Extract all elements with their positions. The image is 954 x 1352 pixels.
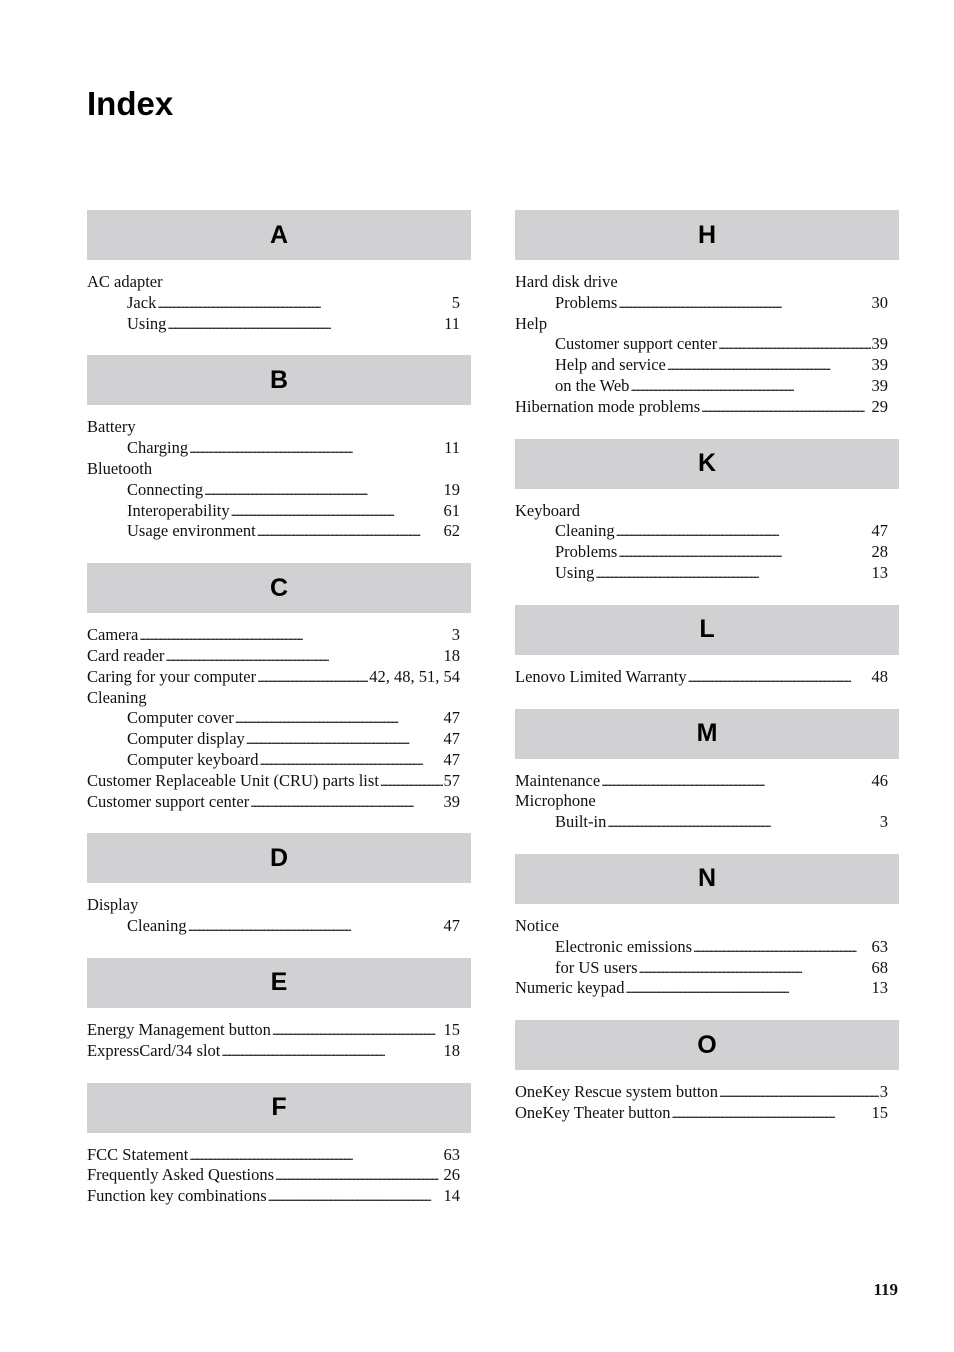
index-subentry [87, 916, 460, 937]
page-title: Index [87, 85, 174, 122]
entry-label: OneKey Rescue system button [515, 1082, 719, 1102]
dot-leader [688, 667, 871, 689]
dot-leader [671, 1103, 870, 1125]
entry-label: Caring for your computer [87, 666, 257, 686]
dot-leader [701, 397, 870, 419]
index-entry [515, 916, 888, 937]
index-entry [515, 314, 888, 335]
entry-page-ref: 57 [443, 770, 460, 790]
entry-label: Interoperability [127, 500, 230, 520]
dot-leader [693, 937, 870, 959]
dot-leader [165, 646, 442, 668]
index-entry [87, 667, 460, 688]
entry-label: Usage environment [127, 521, 256, 541]
index-entry [515, 771, 888, 792]
entry-page-ref: 47 [443, 708, 460, 728]
entry-label: Charging [127, 438, 189, 458]
index-entry-list [515, 1070, 899, 1145]
entry-page-ref: 29 [871, 396, 888, 416]
index-entry-list [87, 1133, 471, 1228]
entry-page-ref: 47 [871, 521, 888, 541]
dot-leader [257, 667, 368, 689]
entry-page-ref: 18 [443, 1040, 460, 1060]
entry-label: Maintenance [515, 770, 601, 790]
entry-label: Card reader [87, 645, 165, 665]
entry-page-ref: 28 [871, 542, 888, 562]
index-entry-list [515, 759, 899, 854]
dot-leader [272, 1020, 443, 1042]
entry-label: OneKey Theater button [515, 1102, 671, 1122]
index-subentry [87, 708, 460, 729]
index-column-left [87, 210, 471, 1228]
index-section-k [515, 439, 899, 605]
index-entry [87, 646, 460, 667]
index-section-h [515, 210, 899, 439]
index-entry-list [515, 904, 899, 1020]
section-letter-heading: M [515, 709, 899, 759]
entry-label: Using [555, 562, 595, 582]
entry-label: Hard disk drive [515, 272, 618, 291]
entry-page-ref: 5 [451, 292, 460, 312]
index-section-e [87, 958, 471, 1083]
index-entry-list [87, 1008, 471, 1083]
index-subentry [515, 293, 888, 314]
index-entry-list [87, 260, 471, 355]
index-subentry [87, 314, 460, 335]
entry-label: Problems [555, 542, 618, 562]
entry-page-ref: 15 [443, 1019, 460, 1039]
entry-label: ExpressCard/34 slot [87, 1040, 221, 1060]
entry-label: Function key combinations [87, 1186, 267, 1206]
entry-label: Connecting [127, 479, 204, 499]
section-letter-heading: A [87, 210, 471, 260]
index-subentry [515, 376, 888, 397]
entry-label: Customer Replaceable Unit (CRU) parts list [87, 770, 379, 790]
section-letter-heading: B [87, 355, 471, 405]
dot-leader [607, 812, 878, 834]
entry-page-ref: 48 [871, 666, 888, 686]
index-subentry [515, 937, 888, 958]
index-subentry [515, 812, 888, 833]
index-entry [515, 1082, 888, 1103]
index-entry [87, 1145, 460, 1166]
entry-page-ref: 62 [443, 521, 460, 541]
index-section-f [87, 1083, 471, 1228]
entry-label: Computer display [127, 729, 245, 749]
entry-label: Microphone [515, 791, 596, 811]
entry-label: Notice [515, 915, 559, 935]
entry-label: Built-in [555, 812, 607, 832]
entry-page-ref: 26 [443, 1165, 460, 1185]
index-entry-list [515, 655, 899, 709]
entry-page-ref: 13 [871, 562, 888, 582]
dot-leader [616, 521, 871, 543]
entry-page-ref: 15 [871, 1102, 888, 1122]
entry-label: Help [515, 313, 548, 333]
entry-page-ref: 42, 48, 51, 54 [369, 666, 460, 686]
entry-label: for US users [555, 957, 638, 977]
index-entry [87, 771, 460, 792]
index-subentry [87, 729, 460, 750]
index-section-m [515, 709, 899, 854]
entry-label: FCC Statement [87, 1144, 189, 1164]
entry-label: Customer support center [87, 791, 250, 811]
entry-label: Display [87, 895, 139, 915]
dot-leader [157, 293, 450, 315]
entry-page-ref: 39 [871, 334, 888, 354]
index-entry [87, 1165, 460, 1186]
dot-leader [630, 376, 870, 398]
index-entry-list [515, 260, 899, 439]
dot-leader [188, 916, 443, 938]
entry-page-ref: 3 [879, 1082, 888, 1102]
index-entry [515, 1103, 888, 1124]
dot-leader [268, 1186, 443, 1208]
index-entry-list [87, 613, 471, 833]
index-entry [515, 501, 888, 522]
dot-leader [246, 729, 443, 751]
index-entry [87, 792, 460, 813]
section-letter-heading: F [87, 1083, 471, 1133]
dot-leader [618, 542, 870, 564]
index-subentry [515, 521, 888, 542]
dot-leader [719, 1082, 879, 1104]
dot-leader [626, 978, 871, 1000]
index-entry [87, 459, 460, 480]
entry-label: Cleaning [127, 916, 187, 936]
entry-page-ref: 47 [443, 916, 460, 936]
dot-leader [189, 1145, 442, 1167]
index-entry [515, 272, 888, 293]
entry-label: Jack [127, 292, 157, 312]
dot-leader [235, 708, 443, 730]
index-entry [515, 791, 888, 812]
entry-page-ref: 19 [443, 479, 460, 499]
index-entry-list [515, 489, 899, 605]
entry-page-ref: 63 [443, 1144, 460, 1164]
entry-label: Computer keyboard [127, 749, 259, 769]
entry-page-ref: 47 [443, 729, 460, 749]
index-subentry [515, 958, 888, 979]
entry-label: Energy Management button [87, 1019, 271, 1039]
entry-page-ref: 14 [443, 1186, 460, 1206]
index-subentry [515, 542, 888, 563]
index-entry [87, 272, 460, 293]
index-entry [87, 625, 460, 646]
dot-leader [139, 625, 450, 647]
entry-label: Hibernation mode problems [515, 396, 701, 416]
dot-leader [231, 501, 443, 523]
section-letter-heading: O [515, 1020, 899, 1070]
dot-leader [639, 958, 871, 980]
dot-leader [260, 750, 443, 772]
dot-leader [221, 1041, 442, 1063]
entry-page-ref: 39 [443, 791, 460, 811]
index-subentry [87, 293, 460, 314]
entry-page-ref: 3 [879, 812, 888, 832]
page-number: 119 [873, 1280, 898, 1299]
index-subentry [515, 355, 888, 376]
dot-leader [667, 355, 871, 377]
entry-label: Keyboard [515, 500, 581, 520]
index-subentry [87, 480, 460, 501]
index-entry-list [87, 883, 471, 958]
entry-label: Cleaning [87, 687, 147, 707]
entry-page-ref: 3 [451, 625, 460, 645]
entry-label: AC adapter [87, 272, 163, 291]
index-entry [515, 667, 888, 688]
entry-label: Numeric keypad [515, 978, 625, 998]
index-entry [515, 978, 888, 999]
section-letter-heading: C [87, 563, 471, 613]
index-entry [87, 417, 460, 438]
entry-page-ref: 46 [871, 770, 888, 790]
index-column-right [515, 210, 899, 1145]
index-entry [87, 1041, 460, 1062]
entry-label: Cleaning [555, 521, 615, 541]
index-subentry [87, 501, 460, 522]
entry-label: Customer support center [555, 334, 718, 354]
entry-page-ref: 63 [871, 936, 888, 956]
entry-page-ref: 68 [871, 957, 888, 977]
dot-leader [718, 334, 870, 356]
index-entry [515, 397, 888, 418]
entry-page-ref: 47 [443, 749, 460, 769]
section-letter-heading: K [515, 439, 899, 489]
section-letter-heading: L [515, 605, 899, 655]
dot-leader [595, 563, 870, 585]
index-subentry [87, 438, 460, 459]
index-subentry [515, 334, 888, 355]
entry-label: Frequently Asked Questions [87, 1165, 274, 1185]
entry-label: Battery [87, 417, 136, 437]
section-letter-heading: D [87, 833, 471, 883]
section-letter-heading: E [87, 958, 471, 1008]
index-section-c [87, 563, 471, 833]
entry-page-ref: 11 [444, 438, 460, 458]
entry-page-ref: 61 [443, 500, 460, 520]
entry-page-ref: 30 [871, 292, 888, 312]
entry-page-ref: 11 [444, 313, 460, 333]
index-entry [87, 895, 460, 916]
index-entry [87, 688, 460, 709]
entry-label: Computer cover [127, 708, 234, 728]
section-letter-heading: H [515, 210, 899, 260]
dot-leader [167, 314, 443, 336]
entry-label: Lenovo Limited Warranty [515, 666, 687, 686]
entry-label: Problems [555, 292, 618, 312]
index-entry [87, 1020, 460, 1041]
index-section-a [87, 210, 471, 355]
entry-label: Electronic emissions [555, 936, 693, 956]
entry-page-ref: 18 [443, 645, 460, 665]
index-section-b [87, 355, 471, 563]
entry-label: Camera [87, 625, 139, 645]
dot-leader [250, 792, 442, 814]
dot-leader [189, 438, 443, 460]
dot-leader [204, 480, 442, 502]
index-entry [87, 1186, 460, 1207]
dot-leader [380, 771, 443, 793]
dot-leader [275, 1165, 443, 1187]
index-subentry [515, 563, 888, 584]
entry-page-ref: 39 [871, 375, 888, 395]
dot-leader [618, 293, 870, 315]
entry-label: Help and service [555, 355, 666, 375]
index-section-o [515, 1020, 899, 1145]
index-subentry [87, 521, 460, 542]
index-section-d [87, 833, 471, 958]
index-section-l [515, 605, 899, 709]
entry-label: Bluetooth [87, 458, 153, 478]
dot-leader [257, 521, 443, 543]
index-subentry [87, 750, 460, 771]
dot-leader [601, 771, 870, 793]
entry-page-ref: 39 [871, 355, 888, 375]
entry-page-ref: 13 [871, 978, 888, 998]
entry-label: on the Web [555, 375, 630, 395]
section-letter-heading: N [515, 854, 899, 904]
entry-label: Using [127, 313, 167, 333]
index-entry-list [87, 405, 471, 563]
index-section-n [515, 854, 899, 1020]
